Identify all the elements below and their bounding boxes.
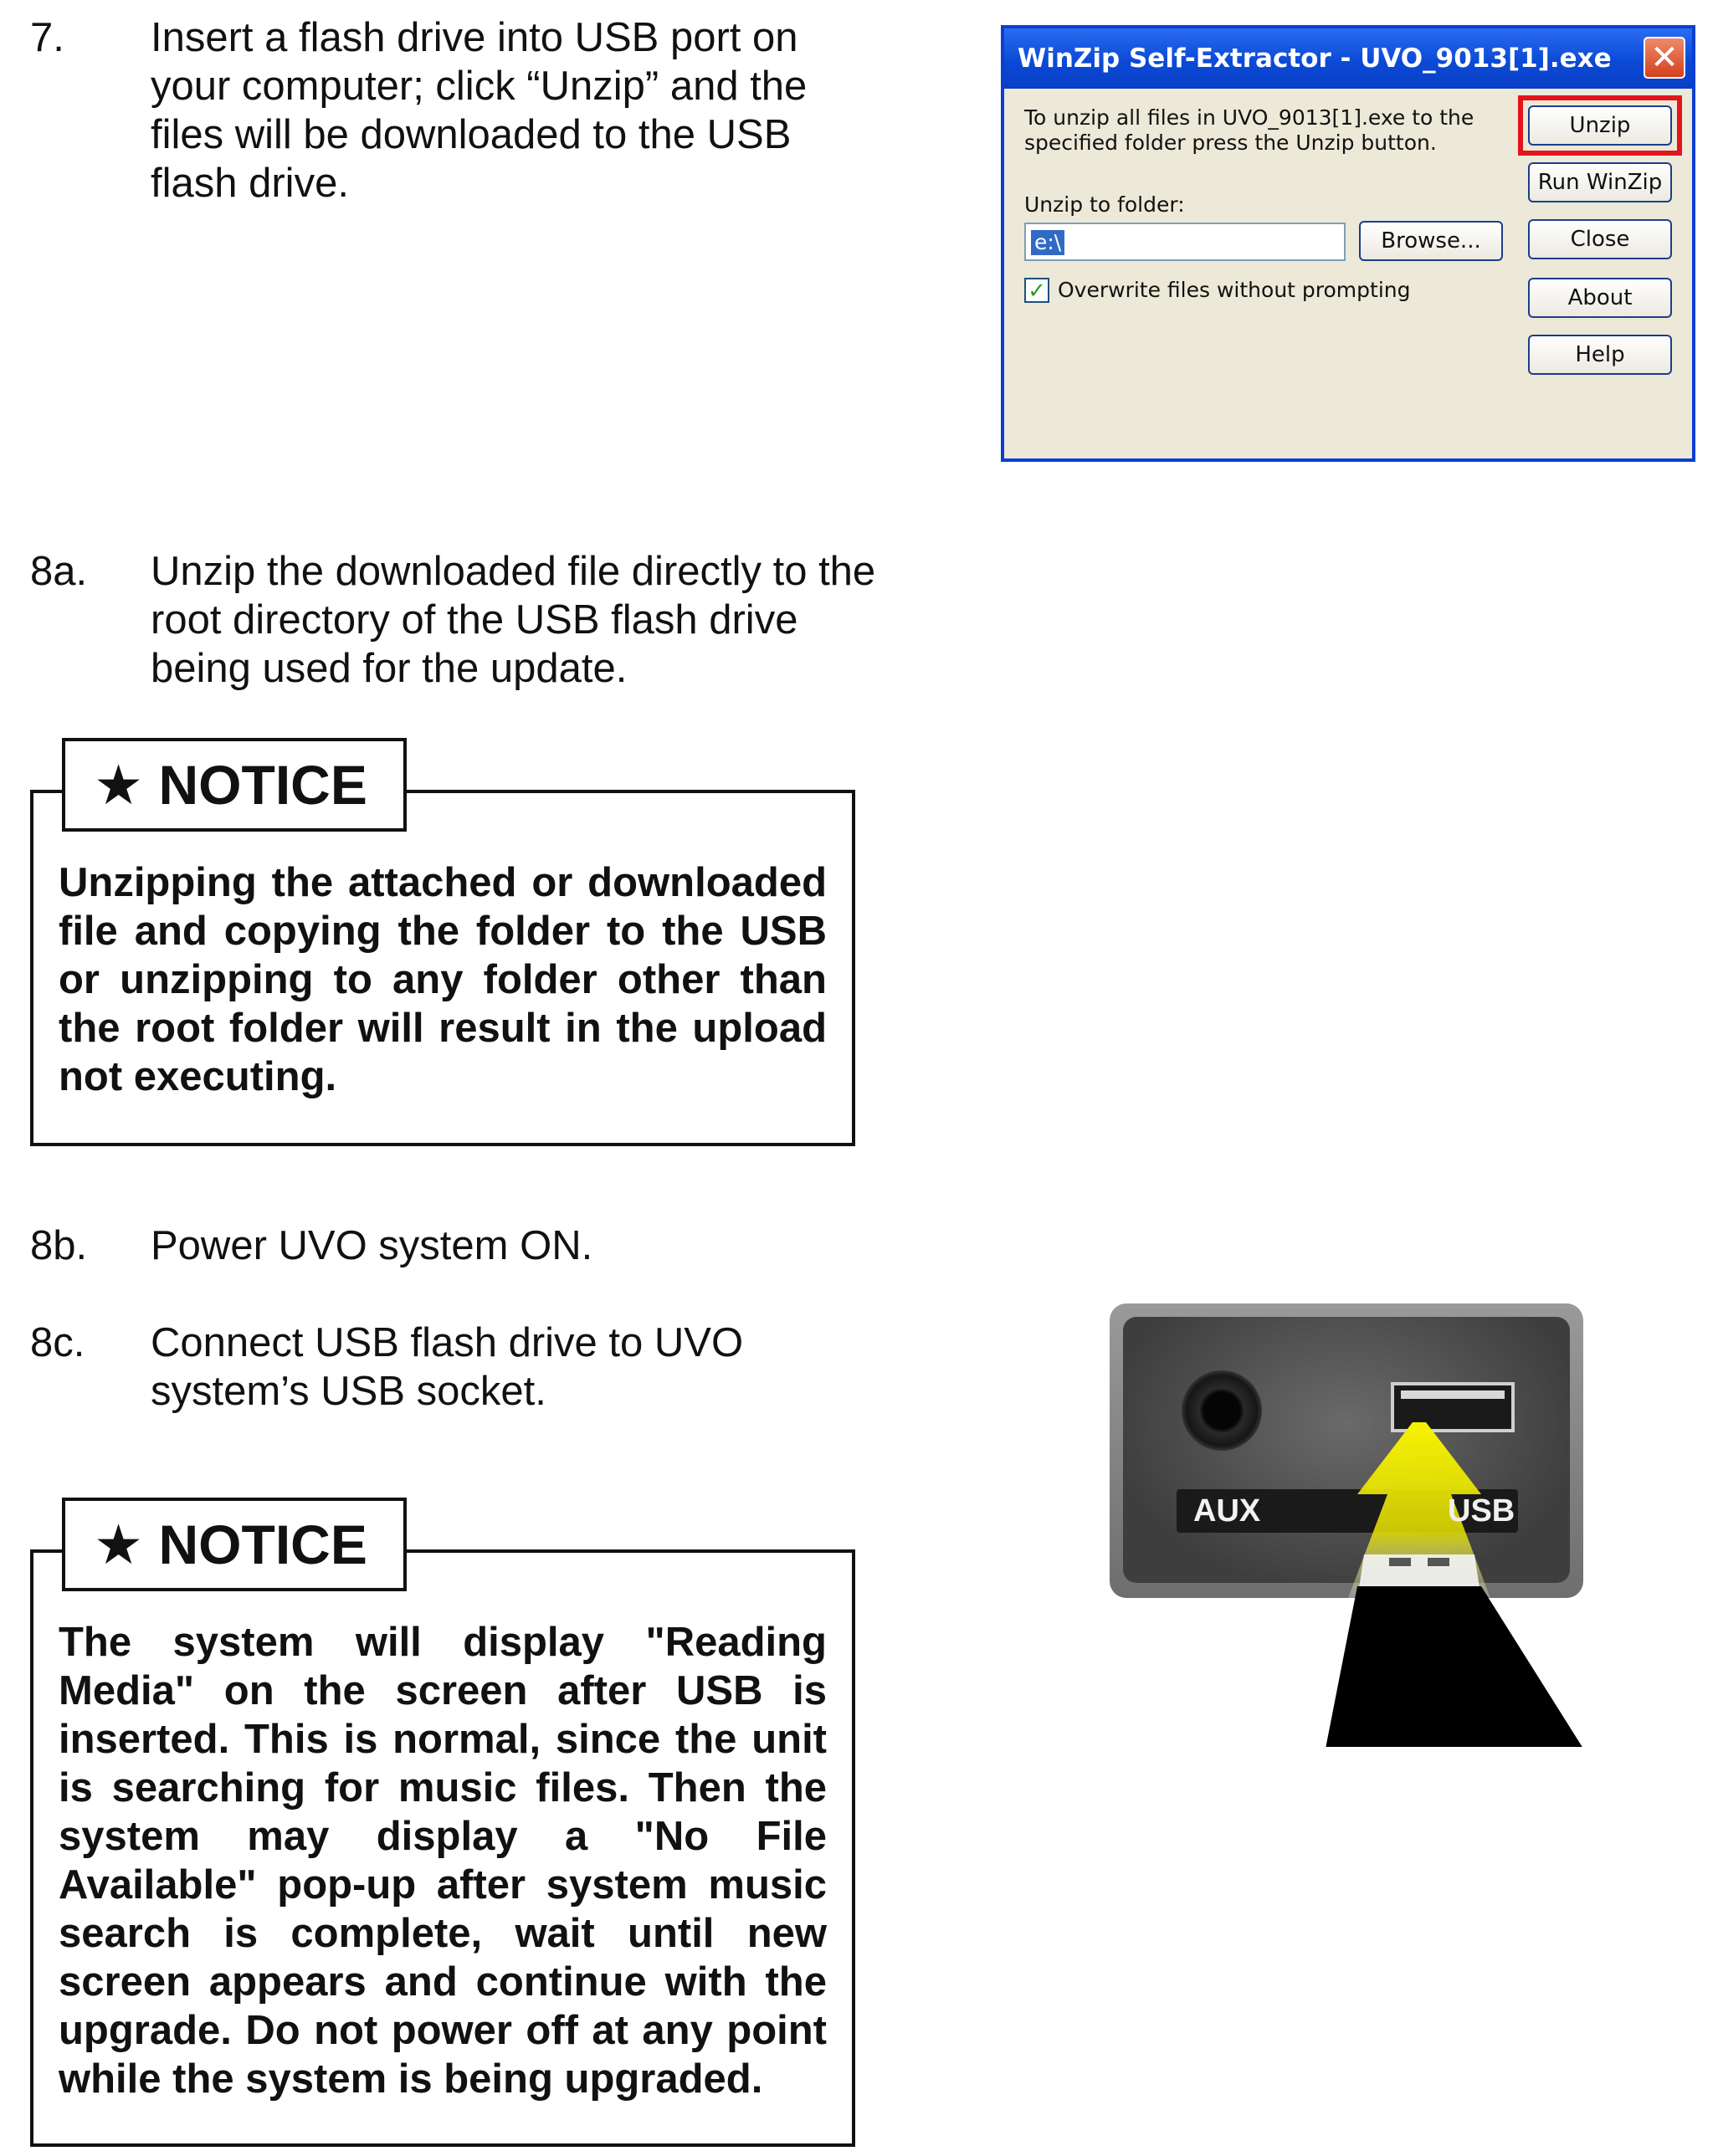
- notice-title: ★ NOTICE: [62, 738, 407, 832]
- folder-label: Unzip to folder:: [1024, 192, 1185, 217]
- browse-button[interactable]: Browse...: [1359, 221, 1503, 261]
- step-number: 8a.: [30, 549, 88, 594]
- notice-title: ★ NOTICE: [62, 1498, 407, 1591]
- notice-box: [30, 1513, 855, 2147]
- step-text: Insert a flash drive into USB port on your computer; click “Unzip” and the files will be downloaded to the USB flash drive.: [151, 15, 808, 206]
- step-number: 7.: [30, 15, 64, 60]
- winzip-dialog: [1001, 25, 1695, 462]
- overwrite-label: Overwrite files without prompting: [1058, 278, 1411, 302]
- unzip-button[interactable]: Unzip: [1528, 105, 1672, 146]
- overwrite-checkbox[interactable]: ✓: [1024, 278, 1049, 303]
- insert-arrow-icon: [1110, 1303, 1587, 1747]
- help-button[interactable]: Help: [1528, 335, 1672, 375]
- notice-body: The system will display "Reading Media" on the screen after USB is inserted. This is normal, since the unit is searching for music files. Then the system may display a "No File Available" pop-up after system music search is complete, wait until new screen appears and continue with the upgrade. Do not power off at any point while the system is being upgraded.: [59, 1620, 827, 2102]
- run-winzip-button[interactable]: Run WinZip: [1528, 162, 1672, 202]
- step-text: Connect USB flash drive to UVO system’s USB socket.: [151, 1320, 744, 1414]
- notice-body: Unzipping the attached or downloaded file and copying the folder to the USB or unzipping to any folder other than the root folder will result in the upload not executing.: [59, 860, 827, 1099]
- close-icon[interactable]: ✕: [1644, 37, 1685, 79]
- folder-input[interactable]: [1024, 223, 1346, 261]
- aux-label: AUX: [1193, 1493, 1261, 1529]
- step-text: Power UVO system ON.: [151, 1223, 593, 1268]
- step-number: 8c.: [30, 1320, 85, 1365]
- step-number: 8b.: [30, 1223, 88, 1268]
- about-button[interactable]: About: [1528, 278, 1672, 318]
- usb-port-illustration: [1110, 1303, 1587, 1747]
- step-text: Unzip the downloaded file directly to the root directory of the USB flash drive being used for the update.: [151, 549, 876, 691]
- close-button[interactable]: Close: [1528, 219, 1672, 259]
- dialog-title: WinZip Self-Extractor - UVO_9013[1].exe: [1004, 28, 1692, 89]
- notice-box: [30, 754, 855, 1146]
- folder-value: e:\: [1031, 230, 1064, 255]
- usb-label: USB: [1448, 1493, 1515, 1529]
- dialog-instruction: To unzip all files in UVO_9013[1].exe to the specified folder press the Unzip button.: [1024, 105, 1474, 155]
